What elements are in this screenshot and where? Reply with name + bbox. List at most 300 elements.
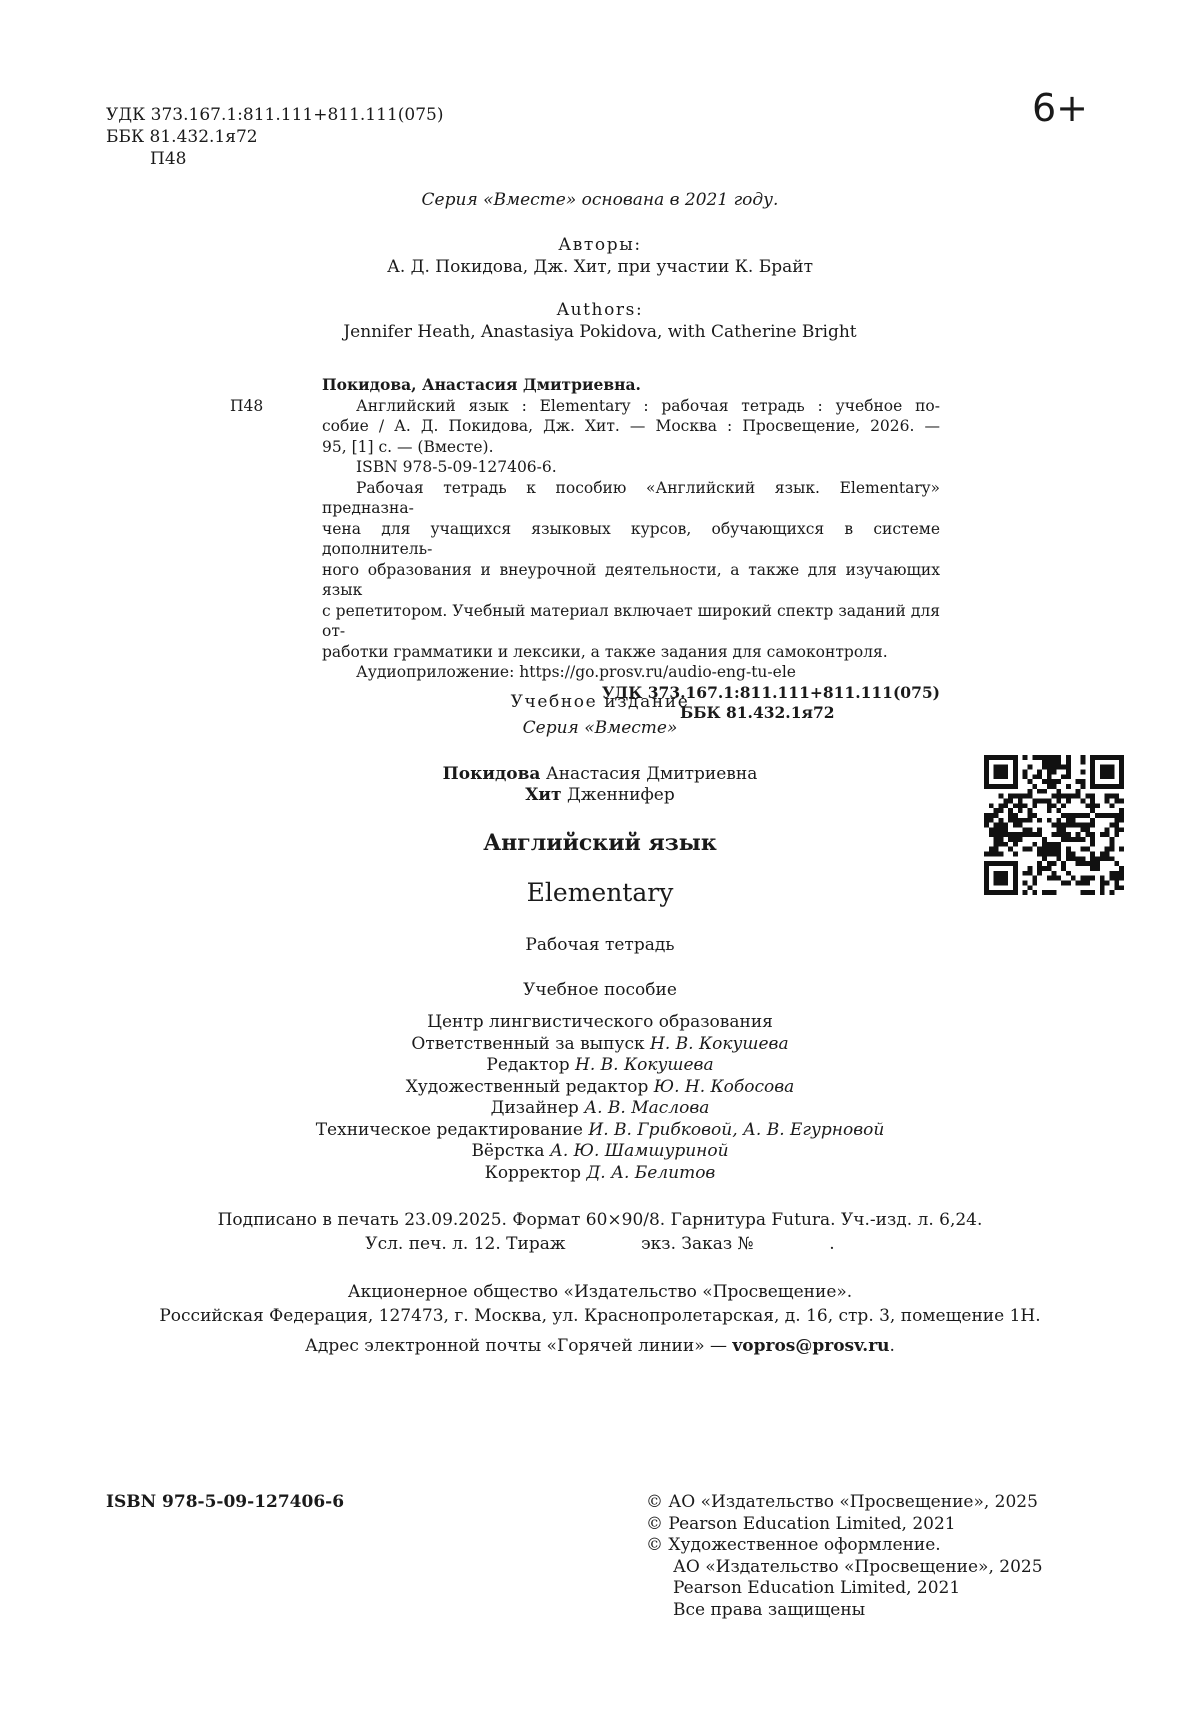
copyrights bbox=[646, 1492, 1043, 1621]
edition-label: Учебное издание bbox=[510, 692, 690, 712]
qr-module bbox=[1095, 755, 1100, 760]
qr-module bbox=[1047, 861, 1052, 866]
qr-module bbox=[1042, 765, 1047, 770]
qr-module bbox=[1056, 798, 1061, 803]
qr-module bbox=[1061, 837, 1066, 842]
qr-module bbox=[1056, 765, 1061, 770]
qr-module bbox=[1081, 798, 1086, 803]
qr-module bbox=[1076, 837, 1081, 842]
qr-module bbox=[1105, 784, 1110, 789]
qr-module bbox=[1013, 784, 1018, 789]
qr-module bbox=[1052, 779, 1057, 784]
qr-module bbox=[1003, 803, 1008, 808]
qr-module bbox=[1105, 774, 1110, 779]
qr-module bbox=[1081, 755, 1086, 760]
qr-module bbox=[1110, 823, 1115, 828]
qr-module bbox=[1056, 832, 1061, 837]
qr-module bbox=[1013, 794, 1018, 799]
qr-module bbox=[1114, 876, 1119, 881]
qr-module bbox=[994, 765, 999, 770]
qr-module bbox=[1081, 856, 1086, 861]
qr-module bbox=[994, 847, 999, 852]
qr-module bbox=[1110, 842, 1115, 847]
qr-module bbox=[1105, 832, 1110, 837]
qr-module bbox=[1071, 818, 1076, 823]
qr-module bbox=[989, 890, 994, 895]
copyright-line: Все права защищены bbox=[673, 1599, 866, 1620]
qr-module bbox=[1119, 876, 1124, 881]
authors-ru: А. Д. Покидова, Дж. Хит, при участии К. Брайт bbox=[387, 257, 813, 277]
qr-module bbox=[1090, 832, 1095, 837]
qr-module bbox=[994, 832, 999, 837]
qr-module bbox=[1061, 794, 1066, 799]
qr-module bbox=[1047, 803, 1052, 808]
credit-role: Художественный редактор bbox=[405, 1076, 654, 1097]
credit-line bbox=[0, 1120, 1200, 1142]
qr-module bbox=[1013, 861, 1018, 866]
udk-code: УДК 373.167.1:811.111+811.111(075) bbox=[106, 105, 444, 125]
author-2-surname: Хит bbox=[525, 785, 562, 805]
qr-module bbox=[1085, 847, 1090, 852]
qr-module bbox=[1066, 871, 1071, 876]
qr-module bbox=[1008, 755, 1013, 760]
qr-module bbox=[1105, 847, 1110, 852]
qr-module bbox=[1114, 784, 1119, 789]
credit-name: А. В. Маслова bbox=[584, 1098, 710, 1118]
qr-module bbox=[1023, 794, 1028, 799]
qr-module bbox=[984, 852, 989, 857]
qr-module bbox=[1013, 813, 1018, 818]
qr-module bbox=[1100, 890, 1105, 895]
qr-module bbox=[984, 774, 989, 779]
qr-module bbox=[1008, 837, 1013, 842]
qr-module bbox=[1032, 784, 1037, 789]
qr-module bbox=[1032, 881, 1037, 886]
qr-module bbox=[994, 774, 999, 779]
qr-module bbox=[1100, 813, 1105, 818]
qr-module bbox=[994, 837, 999, 842]
qr-module bbox=[1061, 832, 1066, 837]
qr-module bbox=[1047, 876, 1052, 881]
qr-module bbox=[998, 794, 1003, 799]
qr-module bbox=[1081, 881, 1086, 886]
qr-module bbox=[1056, 847, 1061, 852]
qr-module bbox=[1032, 813, 1037, 818]
qr-module bbox=[989, 852, 994, 857]
qr-module bbox=[984, 818, 989, 823]
qr-module bbox=[1085, 881, 1090, 886]
qr-module bbox=[1056, 794, 1061, 799]
qr-module bbox=[998, 784, 1003, 789]
qr-module bbox=[1100, 856, 1105, 861]
qr-module bbox=[1052, 784, 1057, 789]
copyright-line: © АО «Издательство «Просвещение», 2025 bbox=[646, 1492, 1038, 1512]
qr-module bbox=[1090, 794, 1095, 799]
qr-module bbox=[1090, 798, 1095, 803]
qr-module bbox=[1114, 827, 1119, 832]
qr-module bbox=[998, 827, 1003, 832]
bib-line: собие / А. Д. Покидова, Дж. Хит. — Москва : Просвещение, 2026. — bbox=[322, 417, 940, 435]
qr-module bbox=[1052, 876, 1057, 881]
qr-module bbox=[1052, 861, 1057, 866]
qr-module bbox=[1013, 866, 1018, 871]
qr-module bbox=[1023, 827, 1028, 832]
qr-module bbox=[1081, 876, 1086, 881]
qr-module bbox=[1027, 794, 1032, 799]
qr-code-icon bbox=[984, 755, 1124, 895]
qr-module bbox=[1090, 842, 1095, 847]
qr-module bbox=[1090, 774, 1095, 779]
qr-module bbox=[1081, 823, 1086, 828]
qr-module bbox=[1105, 856, 1110, 861]
qr-module bbox=[998, 881, 1003, 886]
qr-module bbox=[1008, 847, 1013, 852]
qr-module bbox=[1085, 890, 1090, 895]
credit-line bbox=[0, 1034, 1200, 1056]
qr-module bbox=[1052, 847, 1057, 852]
qr-module bbox=[1066, 832, 1071, 837]
qr-module bbox=[994, 881, 999, 886]
credit-role: Центр лингвистического образования bbox=[427, 1012, 773, 1032]
qr-module bbox=[1066, 794, 1071, 799]
qr-module bbox=[1085, 861, 1090, 866]
qr-module bbox=[1013, 755, 1018, 760]
qr-module bbox=[998, 823, 1003, 828]
qr-module bbox=[1023, 803, 1028, 808]
qr-module bbox=[1023, 774, 1028, 779]
bib-bbk: ББК 81.432.1я72 bbox=[680, 703, 835, 722]
qr-module bbox=[1056, 823, 1061, 828]
qr-module bbox=[1003, 827, 1008, 832]
qr-module bbox=[1061, 803, 1066, 808]
credit-line bbox=[0, 1141, 1200, 1163]
qr-module bbox=[1052, 823, 1057, 828]
qr-module bbox=[998, 818, 1003, 823]
qr-module bbox=[1018, 794, 1023, 799]
age-rating: 6+ bbox=[1031, 86, 1088, 130]
qr-module bbox=[1110, 856, 1115, 861]
hotline-email bbox=[0, 1336, 1200, 1356]
credit-name: А. Ю. Шамшуриной bbox=[549, 1141, 729, 1161]
qr-module bbox=[1090, 779, 1095, 784]
qr-module bbox=[1071, 813, 1076, 818]
qr-module bbox=[1023, 881, 1028, 886]
qr-module bbox=[1081, 813, 1086, 818]
qr-module bbox=[998, 871, 1003, 876]
credit-role: Техническое редактирование bbox=[315, 1119, 589, 1140]
qr-module bbox=[1018, 832, 1023, 837]
qr-module bbox=[1081, 837, 1086, 842]
qr-module bbox=[1119, 774, 1124, 779]
qr-module bbox=[1085, 823, 1090, 828]
qr-module bbox=[1037, 769, 1042, 774]
footer-isbn: ISBN 978-5-09-127406-6 bbox=[106, 1492, 345, 1512]
qr-module bbox=[1081, 861, 1086, 866]
qr-module bbox=[1032, 842, 1037, 847]
qr-module bbox=[1114, 871, 1119, 876]
qr-module bbox=[1056, 779, 1061, 784]
qr-module bbox=[1018, 837, 1023, 842]
author-2-name: Дженнифер bbox=[561, 785, 675, 805]
qr-module bbox=[1114, 794, 1119, 799]
qr-module bbox=[1023, 847, 1028, 852]
qr-module bbox=[1008, 890, 1013, 895]
bib-line: Английский язык : Elementary : рабочая тетрадь : учебное по- bbox=[356, 396, 940, 415]
qr-module bbox=[1090, 856, 1095, 861]
qr-module bbox=[1003, 798, 1008, 803]
qr-module bbox=[1090, 760, 1095, 765]
qr-module bbox=[1037, 871, 1042, 876]
qr-module bbox=[994, 813, 999, 818]
email-suffix: . bbox=[889, 1336, 895, 1356]
publisher-address: Российская Федерация, 127473, г. Москва, ул. Краснопролетарская, д. 16, стр. 3, помещение 1Н. bbox=[159, 1306, 1041, 1326]
qr-module bbox=[1037, 832, 1042, 837]
qr-module bbox=[1047, 866, 1052, 871]
qr-module bbox=[1042, 760, 1047, 765]
qr-module bbox=[1110, 774, 1115, 779]
qr-module bbox=[1066, 813, 1071, 818]
qr-module bbox=[1027, 789, 1032, 794]
qr-module bbox=[1100, 832, 1105, 837]
bib-desc: Рабочая тетрадь к пособию «Английский язык. Elementary» предназна- bbox=[322, 478, 940, 517]
classification-codes bbox=[106, 104, 443, 170]
bib-desc: чена для учащихся языковых курсов, обучающихся в системе дополнитель- bbox=[322, 519, 940, 558]
qr-module bbox=[1076, 779, 1081, 784]
qr-module bbox=[984, 861, 989, 866]
qr-module bbox=[1100, 784, 1105, 789]
qr-module bbox=[1119, 871, 1124, 876]
qr-module bbox=[1052, 832, 1057, 837]
bib-code: П48 bbox=[230, 396, 264, 415]
qr-module bbox=[1081, 769, 1086, 774]
qr-module bbox=[1003, 769, 1008, 774]
qr-module bbox=[1114, 823, 1119, 828]
qr-module bbox=[1023, 818, 1028, 823]
qr-module bbox=[984, 823, 989, 828]
qr-module bbox=[1047, 852, 1052, 857]
qr-module bbox=[1066, 784, 1071, 789]
qr-module bbox=[1052, 890, 1057, 895]
credit-name: И. В. Грибковой, А. В. Егурновой bbox=[588, 1119, 885, 1140]
qr-module bbox=[1037, 861, 1042, 866]
qr-module bbox=[1095, 861, 1100, 866]
qr-module bbox=[998, 890, 1003, 895]
qr-module bbox=[1071, 794, 1076, 799]
qr-module bbox=[1090, 823, 1095, 828]
qr-module bbox=[1110, 794, 1115, 799]
credit-role: Дизайнер bbox=[490, 1098, 585, 1118]
authors-en-label: Authors: bbox=[556, 300, 644, 320]
email-prefix: Адрес электронной почты «Горячей линии» — bbox=[305, 1336, 733, 1356]
qr-module bbox=[1076, 823, 1081, 828]
qr-module bbox=[994, 876, 999, 881]
document-kind: Учебное пособие bbox=[523, 980, 677, 1000]
qr-module bbox=[1027, 827, 1032, 832]
qr-module bbox=[1027, 885, 1032, 890]
qr-module bbox=[984, 871, 989, 876]
qr-module bbox=[1052, 760, 1057, 765]
qr-module bbox=[1052, 755, 1057, 760]
qr-module bbox=[1056, 789, 1061, 794]
publisher-name: Акционерное общество «Издательство «Просвещение». bbox=[347, 1282, 853, 1302]
publisher-info bbox=[0, 1280, 1200, 1328]
qr-module bbox=[998, 808, 1003, 813]
credits bbox=[0, 1012, 1200, 1184]
qr-module bbox=[994, 852, 999, 857]
qr-module bbox=[1023, 832, 1028, 837]
qr-module bbox=[1037, 852, 1042, 857]
qr-module bbox=[994, 842, 999, 847]
qr-module bbox=[1047, 842, 1052, 847]
qr-module bbox=[1100, 881, 1105, 886]
qr-module bbox=[1061, 765, 1066, 770]
qr-module bbox=[1013, 876, 1018, 881]
qr-module bbox=[1056, 760, 1061, 765]
qr-module bbox=[1037, 827, 1042, 832]
qr-module bbox=[1013, 842, 1018, 847]
bib-desc: работки грамматики и лексики, а также задания для самоконтроля. bbox=[322, 642, 888, 661]
qr-module bbox=[1066, 837, 1071, 842]
qr-module bbox=[1047, 818, 1052, 823]
credit-name: Н. В. Кокушева bbox=[650, 1033, 789, 1054]
qr-module bbox=[1114, 798, 1119, 803]
email-address[interactable]: vopros@prosv.ru bbox=[732, 1336, 890, 1356]
qr-module bbox=[1042, 856, 1047, 861]
qr-module bbox=[1037, 774, 1042, 779]
qr-module bbox=[1085, 832, 1090, 837]
qr-module bbox=[1076, 789, 1081, 794]
print-info bbox=[0, 1208, 1200, 1256]
qr-module bbox=[994, 808, 999, 813]
qr-module bbox=[1013, 779, 1018, 784]
qr-module bbox=[1085, 794, 1090, 799]
qr-module bbox=[1047, 808, 1052, 813]
qr-module bbox=[1105, 852, 1110, 857]
qr-module bbox=[984, 866, 989, 871]
qr-module bbox=[1042, 837, 1047, 842]
qr-module bbox=[1119, 798, 1124, 803]
qr-module bbox=[1105, 755, 1110, 760]
qr-module bbox=[1037, 789, 1042, 794]
qr-module bbox=[1090, 818, 1095, 823]
qr-module bbox=[1047, 890, 1052, 895]
qr-module bbox=[1090, 808, 1095, 813]
qr-module bbox=[1081, 847, 1086, 852]
qr-module bbox=[1119, 779, 1124, 784]
qr-module bbox=[1013, 823, 1018, 828]
qr-module bbox=[1008, 818, 1013, 823]
qr-module bbox=[1105, 794, 1110, 799]
qr-module bbox=[1085, 813, 1090, 818]
qr-module bbox=[1042, 847, 1047, 852]
qr-module bbox=[1066, 774, 1071, 779]
credit-name: Ю. Н. Кобосова bbox=[653, 1076, 795, 1097]
qr-module bbox=[1008, 784, 1013, 789]
title-en: Elementary bbox=[526, 878, 674, 907]
qr-module bbox=[1066, 881, 1071, 886]
qr-module bbox=[1100, 769, 1105, 774]
qr-module bbox=[984, 760, 989, 765]
qr-module bbox=[1100, 774, 1105, 779]
qr-module bbox=[984, 885, 989, 890]
qr-module bbox=[1114, 861, 1119, 866]
qr-module bbox=[1056, 856, 1061, 861]
qr-module bbox=[1056, 755, 1061, 760]
qr-module bbox=[989, 832, 994, 837]
qr-module bbox=[1023, 769, 1028, 774]
qr-module bbox=[1085, 827, 1090, 832]
qr-module bbox=[1013, 885, 1018, 890]
qr-module bbox=[1066, 823, 1071, 828]
qr-module bbox=[1052, 871, 1057, 876]
qr-module bbox=[994, 890, 999, 895]
qr-module bbox=[1018, 818, 1023, 823]
qr-module bbox=[1119, 755, 1124, 760]
qr-module bbox=[1090, 784, 1095, 789]
qr-module bbox=[1003, 755, 1008, 760]
qr-module bbox=[1032, 832, 1037, 837]
credit-role: Редактор bbox=[486, 1055, 576, 1075]
qr-module bbox=[1090, 866, 1095, 871]
qr-module bbox=[998, 803, 1003, 808]
credit-name: Д. А. Белитов bbox=[586, 1162, 716, 1183]
qr-module bbox=[1013, 832, 1018, 837]
series-note: Серия «Вместе» основана в 2021 году. bbox=[421, 190, 779, 210]
bib-isbn: ISBN 978-5-09-127406-6. bbox=[356, 458, 557, 476]
qr-module bbox=[1105, 798, 1110, 803]
qr-module bbox=[994, 871, 999, 876]
qr-module bbox=[1061, 774, 1066, 779]
credit-line bbox=[0, 1098, 1200, 1120]
qr-module bbox=[1052, 769, 1057, 774]
qr-module bbox=[1090, 837, 1095, 842]
qr-module bbox=[1056, 842, 1061, 847]
qr-module bbox=[1027, 765, 1032, 770]
qr-module bbox=[998, 832, 1003, 837]
qr-module bbox=[1071, 837, 1076, 842]
qr-module bbox=[989, 755, 994, 760]
credit-line bbox=[0, 1012, 1200, 1034]
qr-module bbox=[1008, 861, 1013, 866]
qr-module bbox=[1013, 818, 1018, 823]
credit-role: Ответственный за выпуск bbox=[411, 1033, 651, 1054]
qr-module bbox=[984, 765, 989, 770]
qr-module bbox=[994, 769, 999, 774]
edition-series: Серия «Вместе» bbox=[522, 718, 678, 738]
qr-module bbox=[1119, 827, 1124, 832]
bib-author-heading: Покидова, Анастасия Дмитриевна. bbox=[322, 375, 641, 394]
qr-module bbox=[998, 755, 1003, 760]
qr-module bbox=[1061, 823, 1066, 828]
bib-audio: Аудиоприложение: https://go.prosv.ru/audio-eng-tu-ele bbox=[356, 663, 796, 681]
qr-module bbox=[1066, 755, 1071, 760]
qr-module bbox=[1052, 794, 1057, 799]
qr-module bbox=[1042, 890, 1047, 895]
qr-module bbox=[1008, 813, 1013, 818]
qr-module bbox=[998, 765, 1003, 770]
qr-module bbox=[1042, 852, 1047, 857]
qr-module bbox=[1042, 842, 1047, 847]
qr-module bbox=[989, 827, 994, 832]
qr-module bbox=[994, 823, 999, 828]
credit-role: Вёрстка bbox=[471, 1141, 550, 1161]
qr-module bbox=[1037, 755, 1042, 760]
qr-module bbox=[1090, 861, 1095, 866]
qr-module bbox=[1110, 871, 1115, 876]
qr-module bbox=[1003, 784, 1008, 789]
qr-module bbox=[1027, 813, 1032, 818]
qr-module bbox=[1047, 798, 1052, 803]
